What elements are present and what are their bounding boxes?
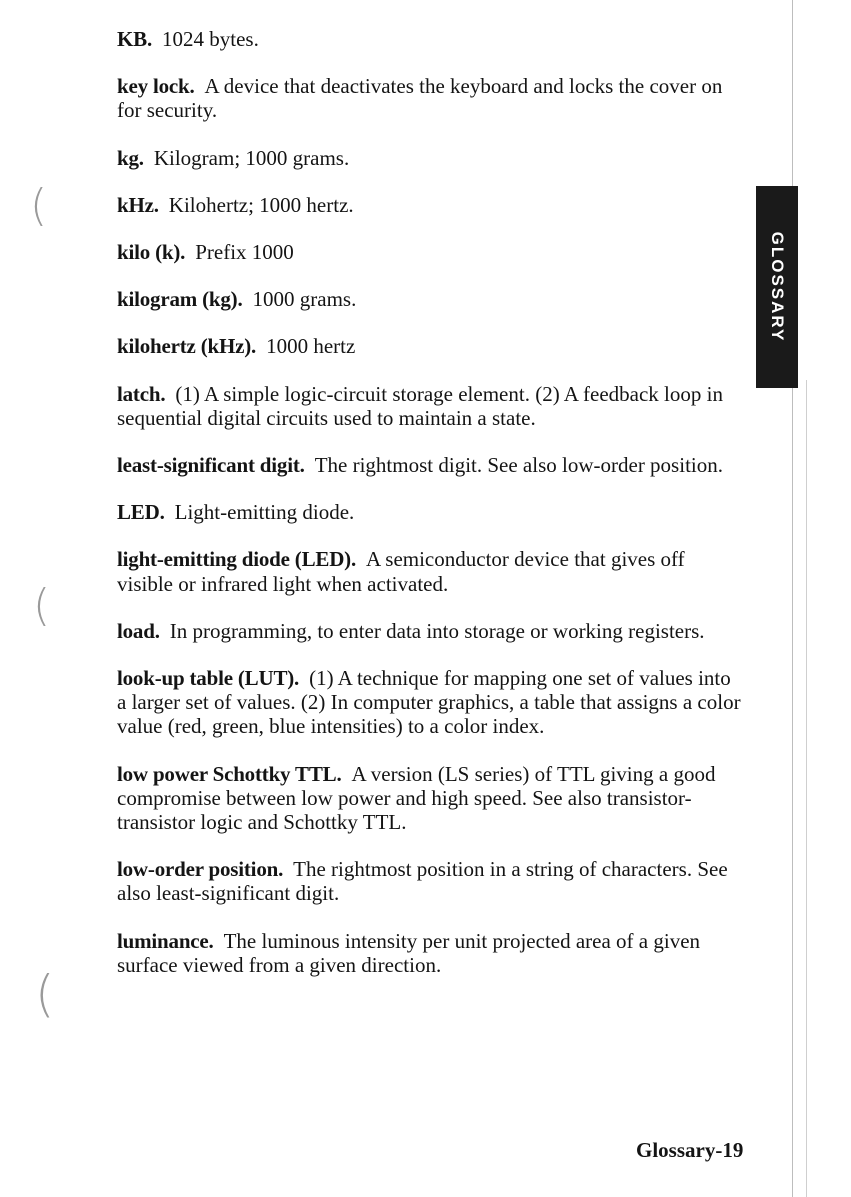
glossary-term: load. [117, 618, 160, 643]
glossary-entry [117, 547, 742, 595]
binder-hole-mark-middle: ( [33, 580, 51, 631]
glossary-definition: Kilogram; 1000 grams. [153, 145, 350, 170]
glossary-entry [117, 287, 742, 311]
glossary-term: look-up table (LUT). [117, 666, 300, 691]
glossary-entry [117, 146, 742, 170]
glossary-term: key lock. [117, 74, 195, 99]
section-tab-label: GLOSSARY [768, 231, 787, 343]
glossary-entry [117, 857, 742, 905]
glossary-term: latch. [117, 381, 166, 406]
glossary-term: kg. [117, 145, 144, 170]
glossary-term: least-significant digit. [117, 453, 305, 478]
glossary-entry [117, 453, 742, 477]
glossary-term: low-order position. [117, 857, 284, 882]
glossary-term: kilogram (kg). [117, 287, 243, 312]
glossary-entry-list [117, 27, 742, 1000]
glossary-term: luminance. [117, 928, 214, 953]
binder-hole-mark-bottom: ( [35, 965, 55, 1023]
glossary-entry [117, 929, 742, 977]
page-edge-line-secondary [806, 380, 807, 1197]
glossary-entry [117, 382, 742, 430]
glossary-term: kilo (k). [117, 240, 186, 265]
glossary-definition: The rightmost digit. See also low-order position. [314, 453, 723, 478]
glossary-entry [117, 666, 742, 739]
glossary-definition: The luminous intensity per unit projected area of a given surface viewed from a given direction. [117, 928, 701, 977]
glossary-term: LED. [117, 500, 165, 525]
glossary-definition: (1) A simple logic-circuit storage element. (2) A feedback loop in sequential digital circuits used to maintain a state. [117, 381, 723, 430]
glossary-term: KB. [117, 27, 152, 51]
glossary-entry [117, 500, 742, 524]
glossary-definition: 1000 hertz [266, 334, 356, 359]
glossary-entry [117, 74, 742, 122]
page-edge-line [792, 0, 793, 1197]
glossary-definition: In programming, to enter data into storage or working registers. [169, 618, 705, 643]
glossary-entry [117, 193, 742, 217]
glossary-definition: Kilohertz; 1000 hertz. [168, 192, 354, 217]
glossary-definition: A version (LS series) of TTL giving a good compromise between low power and high speed. See also transistor-transistor logic and Schottky TTL. [117, 761, 716, 835]
glossary-definition: Prefix 1000 [195, 240, 294, 265]
binder-hole-mark-top: ( [30, 180, 48, 231]
section-tab [756, 186, 798, 388]
glossary-entry [117, 619, 742, 643]
glossary-entry [117, 27, 742, 51]
glossary-term: kilohertz (kHz). [117, 334, 257, 359]
glossary-definition: The rightmost position in a string of characters. See also least-significant digit. [117, 857, 728, 906]
glossary-term: light-emitting diode (LED). [117, 547, 357, 572]
glossary-definition: A device that deactivates the keyboard and locks the cover on for security. [117, 74, 723, 123]
glossary-term: kHz. [117, 192, 159, 217]
page-number: Glossary-19 [636, 1138, 744, 1162]
glossary-entry [117, 334, 742, 358]
glossary-definition: 1000 grams. [252, 287, 357, 312]
glossary-term: low power Schottky TTL. [117, 761, 342, 786]
glossary-definition: 1024 bytes. [162, 27, 259, 51]
glossary-entry [117, 762, 742, 835]
glossary-entry [117, 240, 742, 264]
glossary-definition: (1) A technique for mapping one set of values into a larger set of values. (2) In computer graphics, a table that assigns a color value (red, green, blue intensities) to a color index. [117, 666, 741, 739]
glossary-definition: Light-emitting diode. [174, 500, 355, 525]
glossary-definition: A semiconductor device that gives off visible or infrared light when activated. [117, 547, 685, 596]
